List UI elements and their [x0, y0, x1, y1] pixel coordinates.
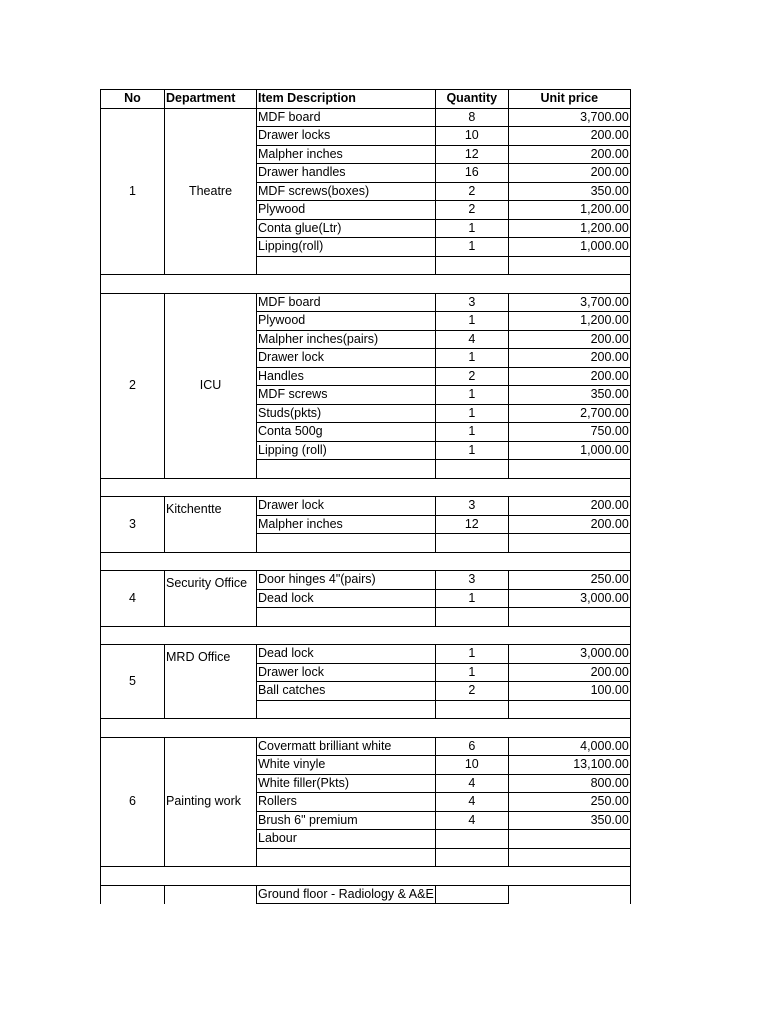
item-description: Conta glue(Ltr): [257, 219, 436, 238]
item-description: White vinyle: [257, 756, 436, 775]
item-description: MDF screws: [257, 386, 436, 405]
item-quantity: 10: [435, 756, 508, 775]
item-quantity: 1: [435, 238, 508, 257]
table-row: [101, 497, 631, 516]
item-unit-price: [508, 830, 630, 849]
item-description: Studs(pkts): [257, 404, 436, 423]
item-unit-price: 200.00: [508, 145, 630, 164]
item-unit-price: 1,200.00: [508, 219, 630, 238]
item-description: Conta 500g: [257, 423, 436, 442]
item-description: Covermatt brilliant white: [257, 737, 436, 756]
header-unit-price: Unit price: [508, 90, 630, 109]
item-unit-price: 200.00: [508, 330, 630, 349]
table-row: [101, 293, 631, 312]
item-quantity: 1: [435, 589, 508, 608]
section-department: Kitchentte: [165, 497, 257, 553]
separator-cell: [101, 867, 631, 886]
section-department: Painting work: [165, 737, 257, 867]
section-number: 1: [101, 108, 165, 275]
item-quantity: 1: [435, 386, 508, 405]
item-unit-price: 100.00: [508, 682, 630, 701]
section-number: 3: [101, 497, 165, 553]
item-description: Drawer lock: [257, 349, 436, 368]
item-quantity: 8: [435, 108, 508, 127]
separator-cell: [101, 626, 631, 645]
item-quantity: 4: [435, 330, 508, 349]
table-row: [101, 108, 631, 127]
empty-cell: [508, 534, 630, 553]
item-description: Ground floor - Radiology & A&E: [257, 885, 436, 904]
section-department: Theatre: [165, 108, 257, 275]
separator-cell: [101, 552, 631, 571]
item-unit-price: 1,000.00: [508, 238, 630, 257]
empty-cell: [435, 460, 508, 479]
empty-cell: [165, 885, 257, 904]
item-description: Handles: [257, 367, 436, 386]
spreadsheet-table: [100, 89, 631, 904]
header-item-description: Item Description: [257, 90, 436, 109]
empty-cell: [508, 608, 630, 627]
item-description: Lipping (roll): [257, 441, 436, 460]
separator-row: [101, 275, 631, 294]
empty-cell: [257, 608, 436, 627]
item-description: Drawer handles: [257, 164, 436, 183]
item-unit-price: 200.00: [508, 127, 630, 146]
item-description: MDF board: [257, 293, 436, 312]
header-no: No: [101, 90, 165, 109]
item-quantity: 1: [435, 349, 508, 368]
item-unit-price: 200.00: [508, 497, 630, 516]
item-quantity: 1: [435, 663, 508, 682]
item-quantity: 2: [435, 182, 508, 201]
item-description: Door hinges 4"(pairs): [257, 571, 436, 590]
section-department: Security Office: [165, 571, 257, 627]
separator-row: [101, 552, 631, 571]
empty-cell: [508, 460, 630, 479]
table-row: [101, 885, 631, 904]
table-row: [101, 645, 631, 664]
item-unit-price: 3,000.00: [508, 645, 630, 664]
item-unit-price: 1,200.00: [508, 201, 630, 220]
empty-cell: [508, 700, 630, 719]
item-quantity: 12: [435, 145, 508, 164]
item-quantity: 3: [435, 497, 508, 516]
item-unit-price: 250.00: [508, 793, 630, 812]
item-description: Drawer locks: [257, 127, 436, 146]
separator-row: [101, 867, 631, 886]
empty-cell: [508, 848, 630, 867]
item-description: Labour: [257, 830, 436, 849]
item-description: Malpher inches: [257, 515, 436, 534]
header-quantity: Quantity: [435, 90, 508, 109]
item-quantity: 1: [435, 441, 508, 460]
section-department: ICU: [165, 293, 257, 478]
item-quantity: 3: [435, 571, 508, 590]
item-description: Brush 6" premium: [257, 811, 436, 830]
item-description: Dead lock: [257, 589, 436, 608]
item-unit-price: 1,000.00: [508, 441, 630, 460]
section-department: MRD Office: [165, 645, 257, 719]
empty-cell: [435, 700, 508, 719]
item-unit-price: 2,700.00: [508, 404, 630, 423]
item-description: Drawer lock: [257, 663, 436, 682]
empty-cell: [257, 256, 436, 275]
table-row: [101, 571, 631, 590]
item-unit-price: 750.00: [508, 423, 630, 442]
item-quantity: 4: [435, 774, 508, 793]
item-description: Lipping(roll): [257, 238, 436, 257]
table-row: [101, 737, 631, 756]
item-unit-price: 800.00: [508, 774, 630, 793]
item-description: Ball catches: [257, 682, 436, 701]
item-quantity: 1: [435, 404, 508, 423]
section-number: 5: [101, 645, 165, 719]
empty-cell: [508, 885, 630, 904]
item-unit-price: 4,000.00: [508, 737, 630, 756]
item-quantity: 3: [435, 293, 508, 312]
empty-cell: [435, 534, 508, 553]
item-quantity: 2: [435, 201, 508, 220]
empty-cell: [435, 885, 508, 904]
item-description: Malpher inches: [257, 145, 436, 164]
separator-cell: [101, 719, 631, 738]
item-quantity: 6: [435, 737, 508, 756]
empty-cell: [435, 848, 508, 867]
item-unit-price: 1,200.00: [508, 312, 630, 331]
item-description: MDF board: [257, 108, 436, 127]
section-number: 2: [101, 293, 165, 478]
item-description: Dead lock: [257, 645, 436, 664]
item-quantity: 1: [435, 312, 508, 331]
section-number: 4: [101, 571, 165, 627]
empty-cell: [257, 460, 436, 479]
item-quantity: 12: [435, 515, 508, 534]
empty-cell: [257, 534, 436, 553]
item-quantity: 4: [435, 793, 508, 812]
item-unit-price: 350.00: [508, 386, 630, 405]
empty-cell: [101, 885, 165, 904]
item-unit-price: 200.00: [508, 349, 630, 368]
empty-cell: [257, 700, 436, 719]
separator-cell: [101, 275, 631, 294]
item-unit-price: 200.00: [508, 164, 630, 183]
section-number: 6: [101, 737, 165, 867]
item-unit-price: 13,100.00: [508, 756, 630, 775]
empty-cell: [257, 848, 436, 867]
item-quantity: 1: [435, 645, 508, 664]
item-description: Plywood: [257, 312, 436, 331]
item-quantity: 1: [435, 219, 508, 238]
separator-row: [101, 626, 631, 645]
item-quantity: 2: [435, 682, 508, 701]
item-quantity: 2: [435, 367, 508, 386]
item-unit-price: 350.00: [508, 811, 630, 830]
empty-cell: [508, 256, 630, 275]
empty-cell: [435, 608, 508, 627]
item-description: White filler(Pkts): [257, 774, 436, 793]
item-unit-price: 200.00: [508, 663, 630, 682]
item-description: Malpher inches(pairs): [257, 330, 436, 349]
item-unit-price: 3,000.00: [508, 589, 630, 608]
item-quantity: 4: [435, 811, 508, 830]
header-department: Department: [165, 90, 257, 109]
item-unit-price: 250.00: [508, 571, 630, 590]
empty-cell: [435, 256, 508, 275]
item-unit-price: 350.00: [508, 182, 630, 201]
item-quantity: 1: [435, 423, 508, 442]
item-description: Drawer lock: [257, 497, 436, 516]
item-unit-price: 3,700.00: [508, 108, 630, 127]
separator-cell: [101, 478, 631, 497]
item-quantity: [435, 830, 508, 849]
item-unit-price: 3,700.00: [508, 293, 630, 312]
item-description: Rollers: [257, 793, 436, 812]
separator-row: [101, 478, 631, 497]
item-description: MDF screws(boxes): [257, 182, 436, 201]
item-quantity: 10: [435, 127, 508, 146]
item-unit-price: 200.00: [508, 515, 630, 534]
item-quantity: 16: [435, 164, 508, 183]
separator-row: [101, 719, 631, 738]
item-description: Plywood: [257, 201, 436, 220]
item-unit-price: 200.00: [508, 367, 630, 386]
header-row: [101, 90, 631, 109]
